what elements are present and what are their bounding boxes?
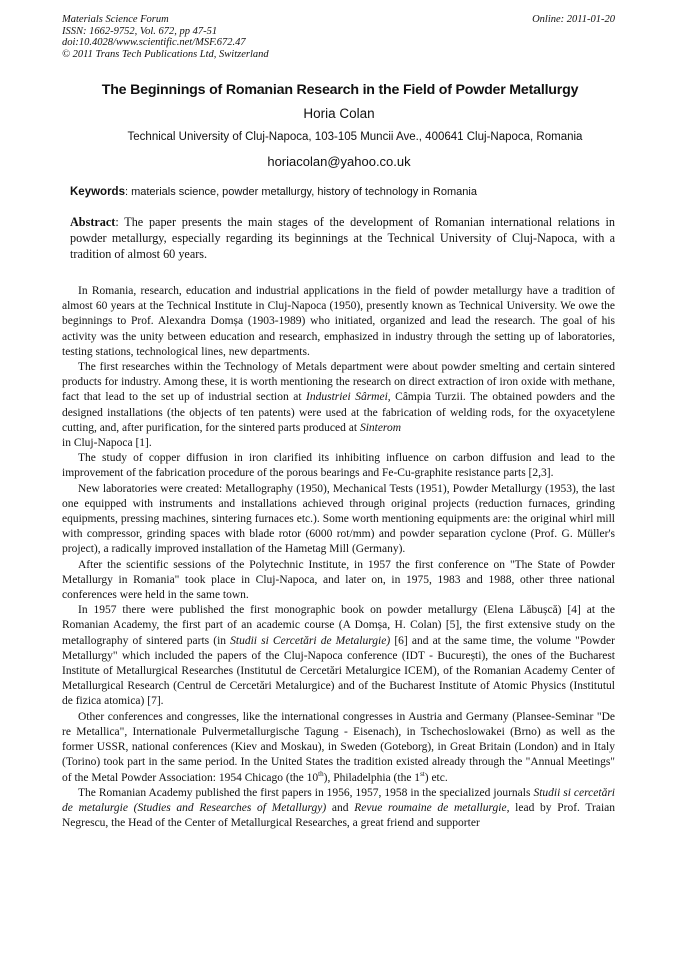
issn: ISSN: 1662-9752, Vol. 672, pp 47-51 xyxy=(62,25,218,37)
paragraph: New laboratories were created: Metallography (1950), Mechanical Tests (1951), Powder Metallurgy (1953), the last one equipped with instruments and installations achieved through original projects (reduction furnaces, grinding equipments, pressing machines, sintering furnaces etc.). Some worth mentioning equipments are: the original whirl mill with compressor, grinding spaces with blade rotor (6000 rot/mm) and powder separation cyclone (Prof. G. Müller's project), a radically improved installation of the Hametag Mill (Germany). xyxy=(62,482,615,556)
paragraph: The first researches within the Technology of Metals department were about powder smelting and certain sintered products for industry. Among these, it is worth mentioning the research on direct extraction of iron oxide with methane, fact that lead to the set up of industrial section at Industriei Sârmei, Câmpia Turzii. The obtained powders and the designed installations (the objects of ten patents) were used at the fabrication of welding rods, for the oxyacetylene cutting, and, after purification, for the sintered parts produced at Sinterom in Cluj-Napoca [1]. xyxy=(62,361,616,450)
author-email[interactable]: horiacolan@yahoo.co.uk xyxy=(267,154,411,169)
page-header xyxy=(62,14,615,60)
paragraph: The study of copper diffusion in iron clarified its inhibiting influence on carbon diffusion and lead to the improvement of the fabrication procedure of the porous bearings and Fe-Cu-graphite resistance parts [2,3]. xyxy=(62,452,615,480)
paragraph: In Romania, research, education and industrial applications in the field of powder metallurgy have a tradition of almost 60 years at the Technical Institute in Cluj-Napoca (1950), presently known as Technical University. We owe the beginnings to Prof. Alexandra Domșa (1903-1989) who initiated, organized and lead the research. The goal of his activity was the unity between education and research, emphasized in industry through the setting up of laboratories, testing stations, technological lines, new departments. xyxy=(62,285,615,358)
body-text xyxy=(62,284,615,831)
online-date: Online: 2011-01-20 xyxy=(532,14,615,25)
copyright: © 2011 Trans Tech Publications Ltd, Switzerland xyxy=(62,48,269,60)
abstract-text: The paper presents the main stages of the development of Romanian international relations in powder metallurgy, especially regarding its beginnings at the Technical University of Cluj-Napoca, with a tradition of almost 60 years. xyxy=(70,215,615,261)
paragraph: Other conferences and congresses, like the international congresses in Austria and Germany (Plansee-Seminar "De re Metallica", Internationale Pulvermetallurgische Tagung - Eisenach), in Tschechoslowakei (Brno) as well as the former USSR, national conferences (Kiev and Moskau), in Sweden (Goteborg), in Great Britain (London) and in Italy (Torino) took part in the same period. In the United States the tradition existed already through the "Annual Meetings" of the Metal Powder Association: 1954 Chicago (the 10th), Philadelphia (the 1st) etc. xyxy=(62,710,615,784)
abstract-label: Abstract xyxy=(70,215,116,229)
keywords-label: Keywords xyxy=(70,186,125,198)
keywords-text: materials science, powder metallurgy, history of technology in Romania xyxy=(131,186,477,198)
journal-name: Materials Science Forum xyxy=(62,14,169,25)
paper-title: The Beginnings of Romanian Research in the Field of Powder Metallurgy xyxy=(101,82,579,98)
author: Horia Colan xyxy=(303,106,375,121)
keywords: Keywords: materials science, powder metallurgy, history of technology in Romania xyxy=(70,186,477,198)
doi: doi:10.4028/www.scientific.net/MSF.672.47 xyxy=(62,37,246,48)
paragraph: After the scientific sessions of the Polytechnic Institute, in 1957 the first conference on "The State of Powder Metallurgy in Romania" took place in Cluj-Napoca, and later on, in 1975, 1983 and 1988, other three national conferences were held in the same town. xyxy=(62,558,615,602)
abstract: Abstract: The paper presents the main stages of the development of Romanian international relations in powder metallurgy, especially regarding its beginnings at the Technical University of Cluj-Napoca, with a tradition of almost 60 years. xyxy=(70,215,615,261)
affiliation: Technical University of Cluj-Napoca, 103-105 Muncii Ave., 400641 Cluj-Napoca, Romania xyxy=(127,131,583,143)
paragraph: The Romanian Academy published the first papers in 1956, 1957, 1958 in the specialized journals Studii si cercetări de metalurgie (Studies and Researches of Metallurgy) and Revue roumaine de metallurgie, lead by Prof. Traian Negrescu, the Head of the Center of Metallurgical Researches, a great friend and supporter xyxy=(62,786,616,830)
paragraph: In 1957 there were published the first monographic book on powder metallurgy (Elena Lăbușcă) [4] at the Romanian Academy, the first part of an academic course (A Domșa, H. Colan) [5], the first extensive study on the metallography of sintered parts (in Studii si Cercetări de Metalurgie) [6] and at the same time, the volume "Powder Metallurgy" which included the papers of the Cluj-Napoca conference (IDT - București), the ones of the Bucharest Institute of Metallurgical Researches (Institutul de Cercetări Metalurgice ICEM), of the Romanian Academy Center of Metallurgical Research (Centrul de Cercetări Metalurgice) and of the Bucharest Institute of Atomic Physics (Institutul de fizica atomica) [7]. xyxy=(62,604,615,708)
